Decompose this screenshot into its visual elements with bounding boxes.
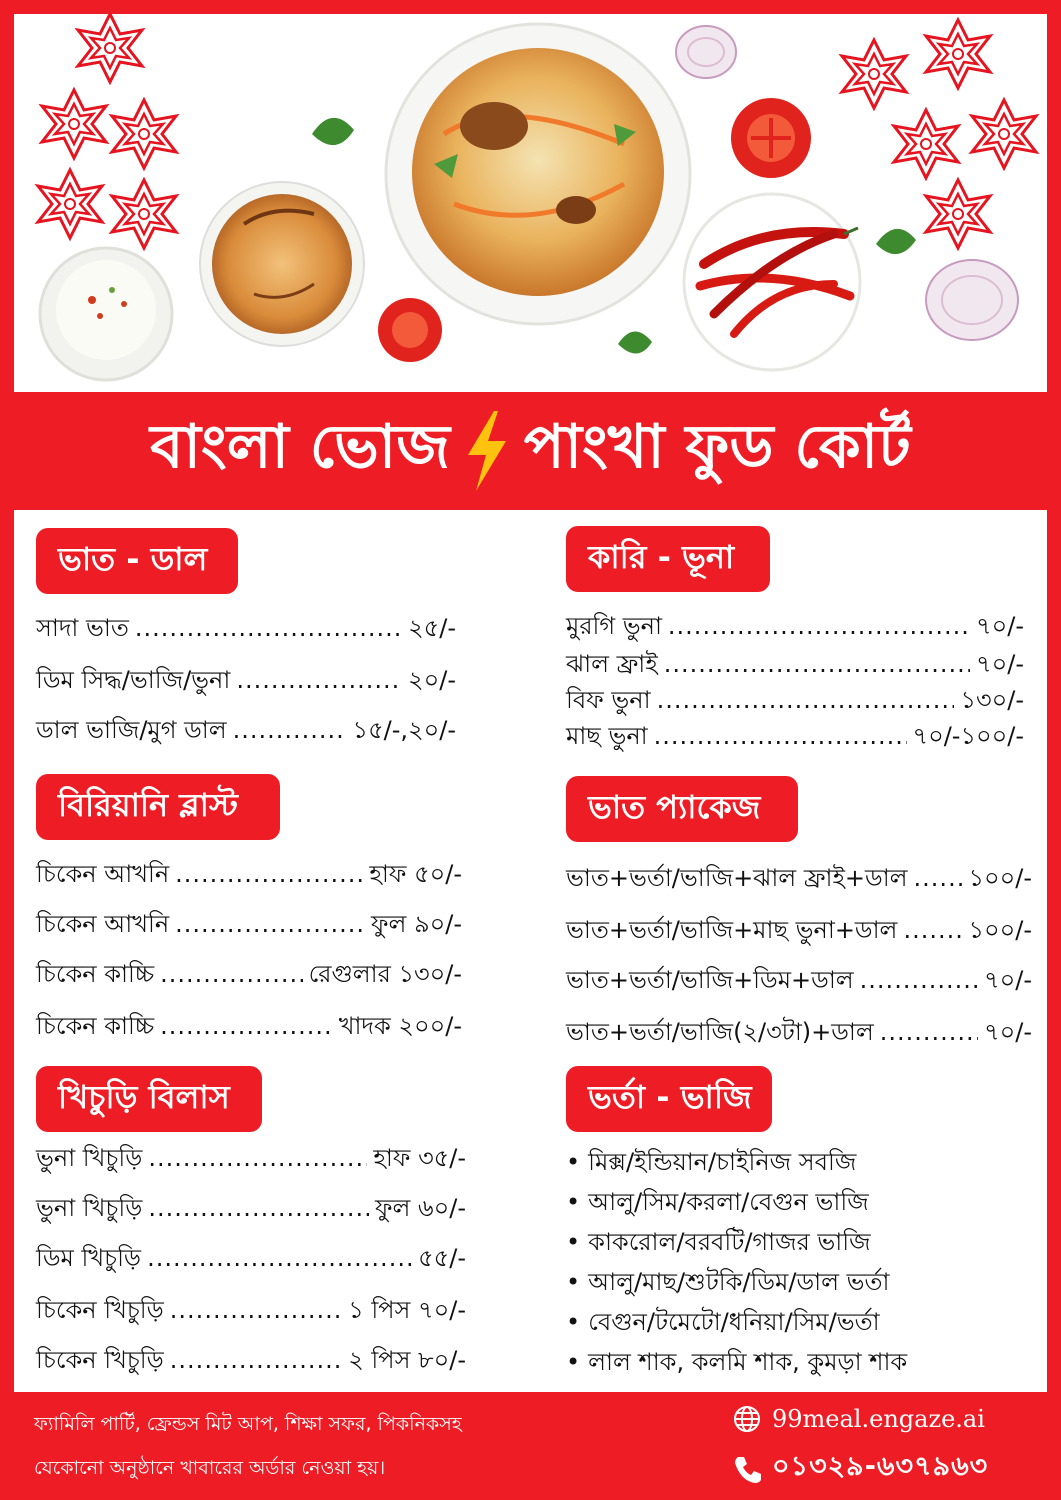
list-item-text: আলু/মাছ/শুটকি/ডিম/ডাল ভর্তা: [588, 1268, 890, 1296]
item-price: ফুল ৯০/-: [371, 910, 462, 938]
item-price: হাফ ৫০/-: [369, 860, 462, 888]
item-price: ৫৫/-: [418, 1244, 466, 1272]
menu-item: [36, 956, 462, 996]
item-name: ডাল ভাজি/মুগ ডাল: [36, 716, 227, 744]
dot-leader: [135, 614, 402, 642]
menu-item: [36, 610, 456, 650]
bullet-icon: •: [566, 1308, 581, 1336]
item-name: চিকেন কাচ্চি: [36, 960, 155, 988]
item-price: ২০/-: [408, 666, 456, 694]
menu-item: [36, 906, 462, 946]
lightning-bolt-icon: [464, 411, 510, 491]
tomato-slice-small-icon: [378, 298, 442, 362]
item-name: ভাত+ভর্তা/ভাজি+ডিম+ডাল: [566, 966, 854, 994]
menu-item: [36, 1342, 466, 1382]
menu-item: [566, 912, 1032, 952]
footer: [0, 1392, 1061, 1500]
bullet-icon: •: [566, 1348, 581, 1376]
raita-bowl-icon: [40, 248, 172, 380]
item-price: ২৫/-: [408, 614, 456, 642]
menu-item: [566, 682, 1024, 722]
item-name: ভুনা খিচুড়ি: [36, 1144, 143, 1172]
menu-item: [566, 718, 1024, 758]
menu-item: [36, 1008, 462, 1048]
phone-contact[interactable]: [732, 1446, 988, 1491]
menu-panel: [14, 510, 1047, 1392]
menu-item: [566, 646, 1024, 686]
item-name: চিকেন কাচ্চি: [36, 1012, 155, 1040]
item-price: ৭০/-: [984, 966, 1032, 994]
menu-item: [36, 1140, 466, 1180]
item-name: ভুনা খিচুড়ি: [36, 1194, 143, 1222]
dot-leader: [160, 1012, 333, 1040]
dot-leader: [170, 1296, 342, 1324]
dot-leader: [654, 722, 907, 750]
list-item: [566, 1264, 889, 1304]
menu-item: [566, 962, 1032, 1002]
menu-item: [36, 712, 456, 752]
list-item: [566, 1144, 856, 1184]
globe-icon: [732, 1404, 762, 1434]
list-item: [566, 1184, 869, 1224]
item-name: মাছ ভুনা: [566, 722, 648, 750]
onion-icon: [676, 26, 736, 78]
item-price: ৭০/-১০০/-: [912, 722, 1024, 750]
menu-item: [36, 662, 456, 702]
phone-icon: [732, 1454, 762, 1484]
dot-leader: [175, 910, 365, 938]
bullet-icon: •: [566, 1148, 581, 1176]
item-name: বিফ ভুনা: [566, 686, 651, 714]
menu-item: [36, 1190, 466, 1230]
item-name: চিকেন আখনি: [36, 860, 170, 888]
biryani-plate-icon: [386, 24, 690, 324]
website-contact[interactable]: [732, 1404, 985, 1434]
list-item: [566, 1344, 907, 1384]
dot-leader: [160, 960, 302, 988]
item-price: হাফ ৩৫/-: [373, 1144, 466, 1172]
item-price: ফুল ৬০/-: [374, 1194, 466, 1222]
section-title-vorta: ভর্তা - ভাজি: [566, 1066, 772, 1132]
section-title-khichuri: খিচুড়ি বিলাস: [36, 1066, 262, 1132]
phone-number[interactable]: ০১৩২৯-৬৩৭৯৬৩: [772, 1451, 989, 1482]
dot-leader: [148, 1194, 369, 1222]
item-price: ৭০/-: [976, 612, 1024, 640]
item-name: মুরগি ভুনা: [566, 612, 662, 640]
list-item: [566, 1304, 880, 1344]
item-name: চিকেন আখনি: [36, 910, 170, 938]
hero-illustration: [14, 14, 1047, 392]
dot-leader: [236, 666, 402, 694]
menu-item: [566, 1014, 1032, 1054]
ornament-pattern-left: [38, 14, 176, 248]
item-name: ডিম সিদ্ধ/ভাজি/ভুনা: [36, 666, 231, 694]
item-price: রেগুলার ১৩০/-: [308, 960, 462, 988]
dot-leader: [914, 864, 963, 892]
dot-leader: [903, 916, 962, 944]
list-item-text: বেগুন/টমেটো/ধনিয়া/সিম/ভর্তা: [588, 1308, 880, 1336]
dot-leader: [657, 686, 955, 714]
brand-title-left: বাংলা ভোজ: [150, 412, 450, 482]
curry-bowl-icon: [200, 182, 364, 346]
menu-item: [566, 860, 1032, 900]
dot-leader: [170, 1346, 342, 1374]
red-chilies-icon: [684, 194, 860, 370]
brand-title-right: পাংখা ফুড কোর্ট: [523, 412, 911, 482]
dot-leader: [880, 1018, 978, 1046]
bullet-icon: •: [566, 1228, 581, 1256]
section-title-curry: কারি - ভূনা: [566, 526, 770, 592]
dot-leader: [175, 860, 363, 888]
website-link[interactable]: 99meal.engaze.ai: [772, 1405, 985, 1433]
list-item-text: মিক্স/ইন্ডিয়ান/চাইনিজ সবজি: [588, 1148, 857, 1176]
list-item-text: লাল শাক, কলমি শাক, কুমড়া শাক: [588, 1348, 908, 1376]
menu-item: [36, 1240, 466, 1280]
dot-leader: [664, 650, 970, 678]
item-price: ১ পিস ৭০/-: [348, 1296, 466, 1324]
item-name: ভাত+ভর্তা/ভাজি+মাছ ভুনা+ডাল: [566, 916, 898, 944]
menu-item: [36, 856, 462, 896]
footer-line-1: ফ্যামিলি পার্টি, ফ্রেন্ডস মিট আপ, শিক্ষা সফর, পিকনিকসহ: [34, 1413, 462, 1435]
item-name: ভাত+ভর্তা/ভাজি(২/৩টা)+ডাল: [566, 1018, 874, 1046]
dot-leader: [860, 966, 978, 994]
item-name: ঝাল ফ্রাই: [566, 650, 658, 678]
onion-large-icon: [926, 260, 1018, 340]
header-title: [0, 392, 1061, 510]
menu-item: [36, 1292, 466, 1332]
bullet-icon: •: [566, 1268, 581, 1296]
dot-leader: [668, 612, 970, 640]
list-item-text: আলু/সিম/করলা/বেগুন ভাজি: [588, 1188, 869, 1216]
section-title-bhat-dal: ভাত - ডাল: [36, 528, 238, 594]
section-title-package: ভাত প্যাকেজ: [566, 776, 798, 842]
item-price: ৭০/-: [984, 1018, 1032, 1046]
item-name: চিকেন খিচুড়ি: [36, 1296, 164, 1324]
dot-leader: [233, 716, 347, 744]
list-item-text: কাকরোল/বরবটি/গাজর ভাজি: [588, 1228, 871, 1256]
item-price: ১৫/-,২০/-: [352, 716, 456, 744]
item-price: খাদক ২০০/-: [338, 1012, 462, 1040]
item-price: ১০০/-: [968, 864, 1032, 892]
dot-leader: [148, 1144, 367, 1172]
menu-item: [566, 608, 1024, 648]
item-price: ২ পিস ৮০/-: [348, 1346, 466, 1374]
section-title-biryani: বিরিয়ানি ব্লাস্ট: [36, 774, 280, 840]
ornament-pattern-right: [842, 20, 1036, 248]
item-price: ৭০/-: [976, 650, 1024, 678]
tomato-slice-icon: [731, 98, 811, 178]
item-name: সাদা ভাত: [36, 614, 129, 642]
item-name: চিকেন খিচুড়ি: [36, 1346, 164, 1374]
item-price: ১৩০/-: [960, 686, 1024, 714]
dot-leader: [147, 1244, 412, 1272]
item-name: ভাত+ভর্তা/ভাজি+ঝাল ফ্রাই+ডাল: [566, 864, 908, 892]
list-item: [566, 1224, 871, 1264]
footer-line-2: যেকোনো অনুষ্ঠানে খাবারের অর্ডার নেওয়া হয়।: [34, 1457, 386, 1479]
hero-banner: [14, 14, 1047, 392]
item-price: ১০০/-: [968, 916, 1032, 944]
item-name: ডিম খিচুড়ি: [36, 1244, 142, 1272]
bullet-icon: •: [566, 1188, 581, 1216]
